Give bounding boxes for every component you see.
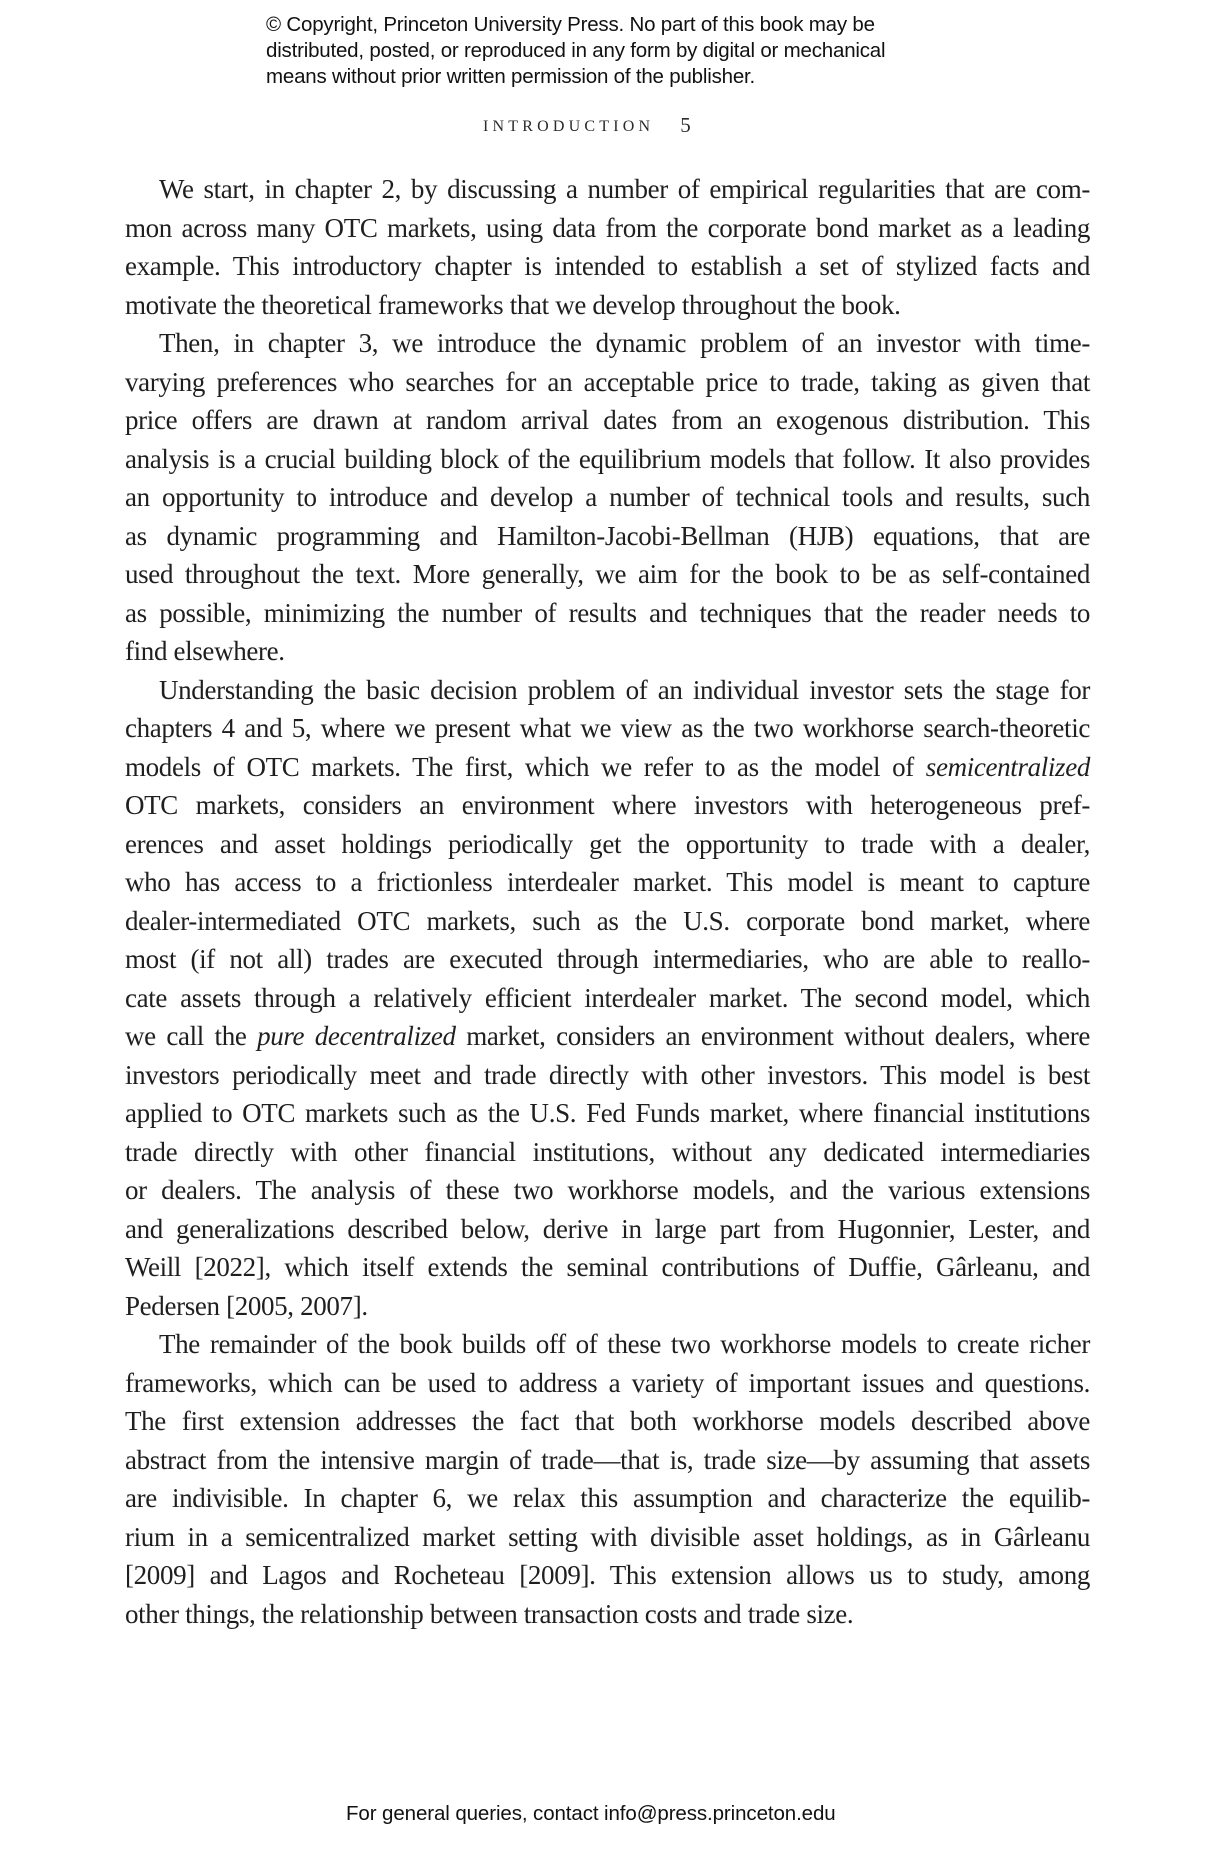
- text-line: [125, 748, 1090, 787]
- italic-term: pure decentralized: [257, 1021, 456, 1051]
- text-line: and generalizations described below, derive in large part from Hugonnier, Lester, and: [125, 1213, 1090, 1244]
- text-line: other things, the relationship between transaction costs and trade size.: [125, 1598, 854, 1629]
- copyright-line: © Copyright, Princeton University Press. No part of this book may be: [266, 13, 875, 36]
- text-line: Pedersen [2005, 2007].: [125, 1290, 368, 1321]
- text-line: [125, 1017, 1090, 1056]
- running-head: [483, 112, 691, 138]
- text-line: example. This introductory chapter is intended to establish a set of stylized facts and: [125, 251, 1090, 281]
- text-line: motivate the theoretical frameworks that we develop throughout the book.: [125, 289, 901, 320]
- page-number: 5: [680, 113, 691, 137]
- text-run: we call the: [125, 1021, 258, 1051]
- text-line: OTC markets, considers an environment where investors with heterogeneous pref-: [125, 790, 1090, 820]
- copyright-line: distributed, posted, or reproduced in any form by digital or mechanical: [266, 39, 886, 62]
- text-line: chapters 4 and 5, where we present what we view as the two workhorse search-theoretic: [125, 713, 1090, 743]
- text-line: cate assets through a relatively efficient interdealer market. The second model, which: [125, 982, 1090, 1013]
- text-line: Then, in chapter 3, we introduce the dynamic problem of an investor with time-: [159, 328, 1090, 358]
- text-run: models of OTC markets. The first, which we refer to as the model of: [125, 751, 926, 782]
- text-line: dealer-intermediated OTC markets, such as the U.S. corporate bond market, where: [125, 905, 1090, 936]
- text-line: frameworks, which can be used to address a variety of important issues and questions.: [125, 1367, 1090, 1398]
- text-line: investors periodically meet and trade directly with other investors. This model is best: [125, 1059, 1090, 1090]
- text-line: abstract from the intensive margin of trade—that is, trade size—by assuming that assets: [125, 1444, 1090, 1475]
- copyright-line: means without prior written permission of the publisher.: [266, 65, 756, 88]
- text-run: market, considers an environment without dealers, where: [455, 1021, 1090, 1051]
- text-line: who has access to a frictionless interdealer market. This model is meant to capture: [125, 867, 1090, 897]
- text-line: The remainder of the book builds off of these two workhorse models to create richer: [159, 1329, 1090, 1359]
- text-line: varying preferences who searches for an acceptable price to trade, taking as given that: [125, 366, 1090, 397]
- text-line: most (if not all) trades are executed through intermediaries, who are able to reallo-: [125, 944, 1090, 974]
- text-line: analysis is a crucial building block of the equilibrium models that follow. It also provides: [125, 443, 1090, 474]
- section-title: INTRODUCTION: [483, 118, 655, 135]
- text-line: used throughout the text. More generally, we aim for the book to be as self-contained: [125, 559, 1090, 589]
- text-line: or dealers. The analysis of these two workhorse models, and the various extensions: [125, 1175, 1090, 1205]
- body-text: [125, 170, 1090, 1633]
- text-line: applied to OTC markets such as the U.S. Fed Funds market, where financial institutions: [125, 1098, 1090, 1128]
- text-line: rium in a semicentralized market setting with divisible asset holdings, as in Gârleanu: [125, 1521, 1090, 1552]
- footer-contact: For general queries, contact info@press.princeton.edu: [346, 1802, 836, 1825]
- copyright-notice: [266, 12, 986, 90]
- text-line: find elsewhere.: [125, 636, 285, 666]
- text-line: an opportunity to introduce and develop a number of technical tools and results, such: [125, 482, 1090, 512]
- text-line: price offers are drawn at random arrival dates from an exogenous distribution. This: [125, 405, 1090, 435]
- italic-term: semicentralized: [925, 751, 1090, 782]
- text-line: erences and asset holdings periodically get the opportunity to trade with a dealer,: [125, 828, 1090, 859]
- paragraph-1: [125, 170, 1090, 324]
- text-line: The first extension addresses the fact that both workhorse models described above: [125, 1406, 1090, 1436]
- text-line: Weill [2022], which itself extends the seminal contributions of Duffie, Gârleanu, and: [125, 1252, 1090, 1282]
- text-line: as possible, minimizing the number of results and techniques that the reader needs to: [125, 597, 1090, 628]
- text-line: mon across many OTC markets, using data from the corporate bond market as a leading: [125, 212, 1090, 243]
- text-line: are indivisible. In chapter 6, we relax this assumption and characterize the equilib-: [125, 1483, 1090, 1513]
- paragraph-3: [125, 671, 1090, 1326]
- text-line: [2009] and Lagos and Rocheteau [2009]. This extension allows us to study, among: [125, 1560, 1090, 1590]
- paragraph-4: [125, 1325, 1090, 1633]
- paragraph-2: [125, 324, 1090, 671]
- text-line: trade directly with other financial institutions, without any dedicated intermediaries: [125, 1136, 1090, 1167]
- text-line: We start, in chapter 2, by discussing a number of empirical regularities that are com-: [159, 174, 1090, 204]
- text-line: Understanding the basic decision problem of an individual investor sets the stage for: [159, 674, 1090, 705]
- text-line: as dynamic programming and Hamilton-Jacobi-Bellman (HJB) equations, that are: [125, 520, 1090, 551]
